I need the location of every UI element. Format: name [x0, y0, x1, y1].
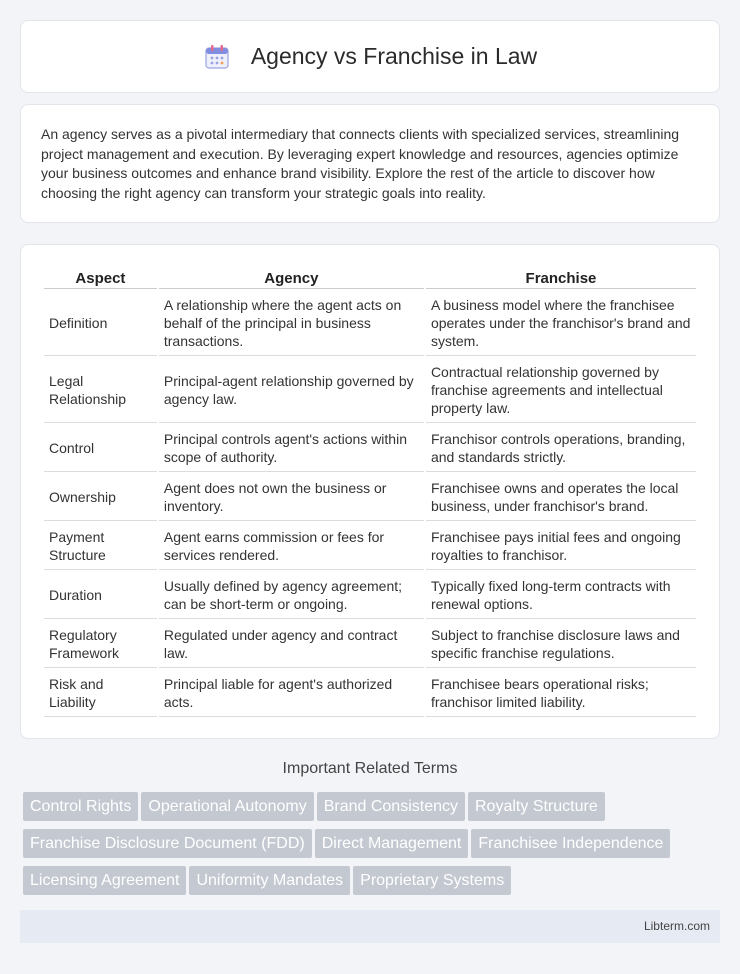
table-row	[44, 621, 696, 668]
aspect-cell: Control	[44, 425, 157, 472]
page-title: Agency vs Franchise in Law	[250, 43, 538, 69]
comparison-table-card	[20, 244, 720, 739]
intro-text: An agency serves as a pivotal intermediary that connects clients with specialized services, streamlining project management and execution. By leveraging expert knowledge and resources, agencies optimize your business outcomes and enhance brand visibility. Explore the rest of the article to discover how choosing the right agency can transform your strategic goals into reality.	[41, 126, 680, 201]
related-term-tag[interactable]: Proprietary Systems	[353, 866, 511, 895]
aspect-cell: Ownership	[44, 474, 157, 521]
agency-cell: Principal controls agent's actions within scope of authority.	[159, 425, 424, 472]
agency-cell: Principal-agent relationship governed by agency law.	[159, 358, 424, 423]
table-row	[44, 358, 696, 423]
agency-cell: Agent does not own the business or inventory.	[159, 474, 424, 521]
franchise-cell: Contractual relationship governed by franchise agreements and intellectual property law.	[426, 358, 696, 423]
related-terms-list	[23, 792, 723, 903]
agency-cell: Principal liable for agent's authorized acts.	[159, 670, 424, 717]
table-row	[44, 523, 696, 570]
table-row	[44, 572, 696, 619]
related-term-tag[interactable]: Franchisee Independence	[471, 829, 670, 858]
related-term-tag[interactable]: Royalty Structure	[468, 792, 605, 821]
franchise-cell: Franchisor controls operations, branding, and standards strictly.	[426, 425, 696, 472]
agency-cell: Agent earns commission or fees for services rendered.	[159, 523, 424, 570]
table-row	[44, 425, 696, 472]
header-agency: Agency	[159, 267, 424, 289]
table-header-row	[44, 267, 696, 289]
franchise-cell: Typically fixed long-term contracts with renewal options.	[426, 572, 696, 619]
aspect-cell: Duration	[44, 572, 157, 619]
table-row	[44, 291, 696, 356]
related-term-tag[interactable]: Direct Management	[315, 829, 469, 858]
franchise-cell: Franchisee pays initial fees and ongoing royalties to franchisor.	[426, 523, 696, 570]
header-card	[20, 20, 720, 93]
franchise-cell: Franchisee owns and operates the local business, under franchisor's brand.	[426, 474, 696, 521]
aspect-cell: Definition	[44, 291, 157, 356]
table-row	[44, 670, 696, 717]
related-term-tag[interactable]: Uniformity Mandates	[189, 866, 350, 895]
franchise-cell: Subject to franchise disclosure laws and specific franchise regulations.	[426, 621, 696, 668]
agency-cell: A relationship where the agent acts on behalf of the principal in business transactions.	[159, 291, 424, 356]
intro-card	[20, 104, 720, 223]
aspect-cell: Payment Structure	[44, 523, 157, 570]
agency-cell: Regulated under agency and contract law.	[159, 621, 424, 668]
footer-site-link[interactable]: Libterm.com	[643, 919, 710, 933]
aspect-cell: Risk and Liability	[44, 670, 157, 717]
related-term-tag[interactable]: Brand Consistency	[317, 792, 465, 821]
table-row	[44, 474, 696, 521]
franchise-cell: A business model where the franchisee operates under the franchisor's brand and system.	[426, 291, 696, 356]
footer	[20, 910, 720, 943]
franchise-cell: Franchisee bears operational risks; franchisor limited liability.	[426, 670, 696, 717]
related-term-tag[interactable]: Franchise Disclosure Document (FDD)	[23, 829, 312, 858]
calendar-icon	[203, 43, 231, 71]
comparison-table	[42, 265, 698, 719]
agency-cell: Usually defined by agency agreement; can be short-term or ongoing.	[159, 572, 424, 619]
aspect-cell: Legal Relationship	[44, 358, 157, 423]
related-terms-title: Important Related Terms	[282, 760, 458, 777]
aspect-cell: Regulatory Framework	[44, 621, 157, 668]
header-franchise: Franchise	[426, 267, 696, 289]
header-aspect: Aspect	[44, 267, 157, 289]
related-term-tag[interactable]: Control Rights	[23, 792, 138, 821]
related-term-tag[interactable]: Operational Autonomy	[141, 792, 313, 821]
related-term-tag[interactable]: Licensing Agreement	[23, 866, 186, 895]
